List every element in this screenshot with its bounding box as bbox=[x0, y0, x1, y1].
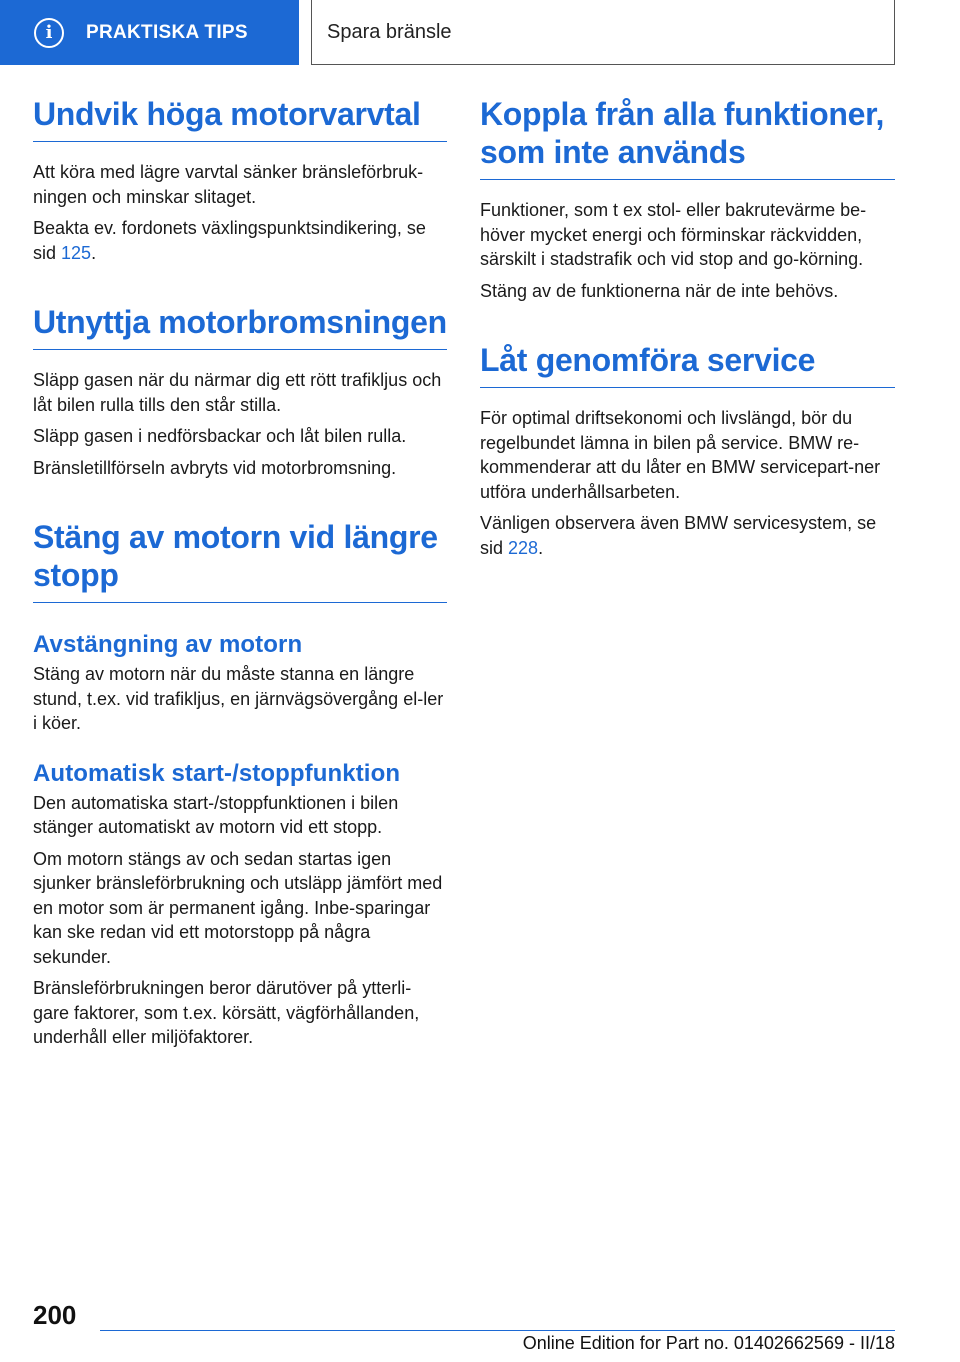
section-tab[interactable] bbox=[0, 0, 299, 65]
paragraph: Stäng av de funktionerna när de inte behövs. bbox=[480, 280, 839, 301]
footer-divider bbox=[100, 1330, 895, 1331]
heading-koppla-fran-alla-funktioner: Koppla från alla funktioner, som inte används bbox=[480, 95, 895, 180]
paragraph: För optimal driftsekonomi och livslängd, bör du regelbundet lämna in bilen på service. BMW re-kommenderar att du låter en BMW servicepart-ner utföra underhållsarbeten. bbox=[480, 408, 881, 502]
paragraph: Stäng av motorn när du måste stanna en längre stund, t.ex. vid trafikljus, en järnvägsövergång el-ler i köer. bbox=[33, 664, 444, 733]
paragraph: Bränsleförbrukningen beror därutöver på ytterli-gare faktorer, som t.ex. körsätt, vägförhållanden, underhåll eller miljöfaktorer. bbox=[33, 978, 420, 1047]
page-link-125[interactable]: 125 bbox=[61, 242, 92, 263]
paragraph-text: Beakta ev. fordonets växlingspunktsindikering, se sid bbox=[33, 218, 426, 263]
paragraph-end: . bbox=[538, 537, 544, 558]
paragraph-with-link bbox=[33, 216, 447, 265]
page-link-228[interactable]: 228 bbox=[508, 537, 539, 558]
chapter-header bbox=[311, 0, 895, 65]
paragraph: Funktioner, som t ex stol- eller bakrutevärme be-höver mycket energi och förminskar räckvidden, särskilt i stadstrafik och vid stop and go-körning. bbox=[480, 200, 867, 269]
paragraph: Bränsletillförseln avbryts vid motorbromsning. bbox=[33, 457, 397, 478]
heading-stang-av-motorn: Stäng av motorn vid längre stopp bbox=[33, 518, 447, 603]
paragraph-end: . bbox=[91, 242, 97, 263]
paragraph: Om motorn stängs av och sedan startas igen sjunker bränsleförbrukning och utsläpp jämfört med en motor som är permanent igång. Inbe-sparingar kan ske redan vid ett motorstopp på några sekunder. bbox=[33, 848, 443, 967]
left-column bbox=[33, 95, 447, 1050]
right-column bbox=[480, 95, 895, 560]
section-label: PRAKTISKA TIPS bbox=[86, 21, 248, 43]
paragraph-text: Vänligen observera även BMW servicesystem, se sid bbox=[480, 513, 877, 558]
subheading-avstangning-av-motorn: Avstängning av motorn bbox=[33, 631, 303, 658]
info-icon: i bbox=[34, 18, 64, 48]
heading-utnyttja-motorbromsningen: Utnyttja motorbromsningen bbox=[33, 303, 447, 350]
paragraph: Släpp gasen i nedförsbackar och låt bilen rulla. bbox=[33, 426, 407, 446]
footer-edition-text: Online Edition for Part no. 01402662569 - II/18 bbox=[522, 1333, 895, 1353]
heading-lat-genomfora-service: Låt genomföra service bbox=[480, 341, 895, 388]
paragraph: Den automatiska start-/stoppfunktionen i bilen stänger automatiskt av motorn vid ett stopp. bbox=[33, 792, 399, 837]
chapter-title: Spara bränsle bbox=[327, 20, 452, 43]
heading-undvik-hoga-motorvarvtal: Undvik höga motorvarvtal bbox=[33, 95, 447, 142]
paragraph-with-link bbox=[480, 511, 895, 560]
subheading-automatisk-start-stopp: Automatisk start-/stoppfunktion bbox=[33, 759, 401, 787]
paragraph: Att köra med lägre varvtal sänker bränsleförbruk-ningen och minskar slitaget. bbox=[33, 162, 424, 207]
paragraph: Släpp gasen när du närmar dig ett rött trafikljus och låt bilen rulla tills den står stilla. bbox=[33, 370, 442, 415]
page-number: 200 bbox=[33, 1300, 77, 1330]
